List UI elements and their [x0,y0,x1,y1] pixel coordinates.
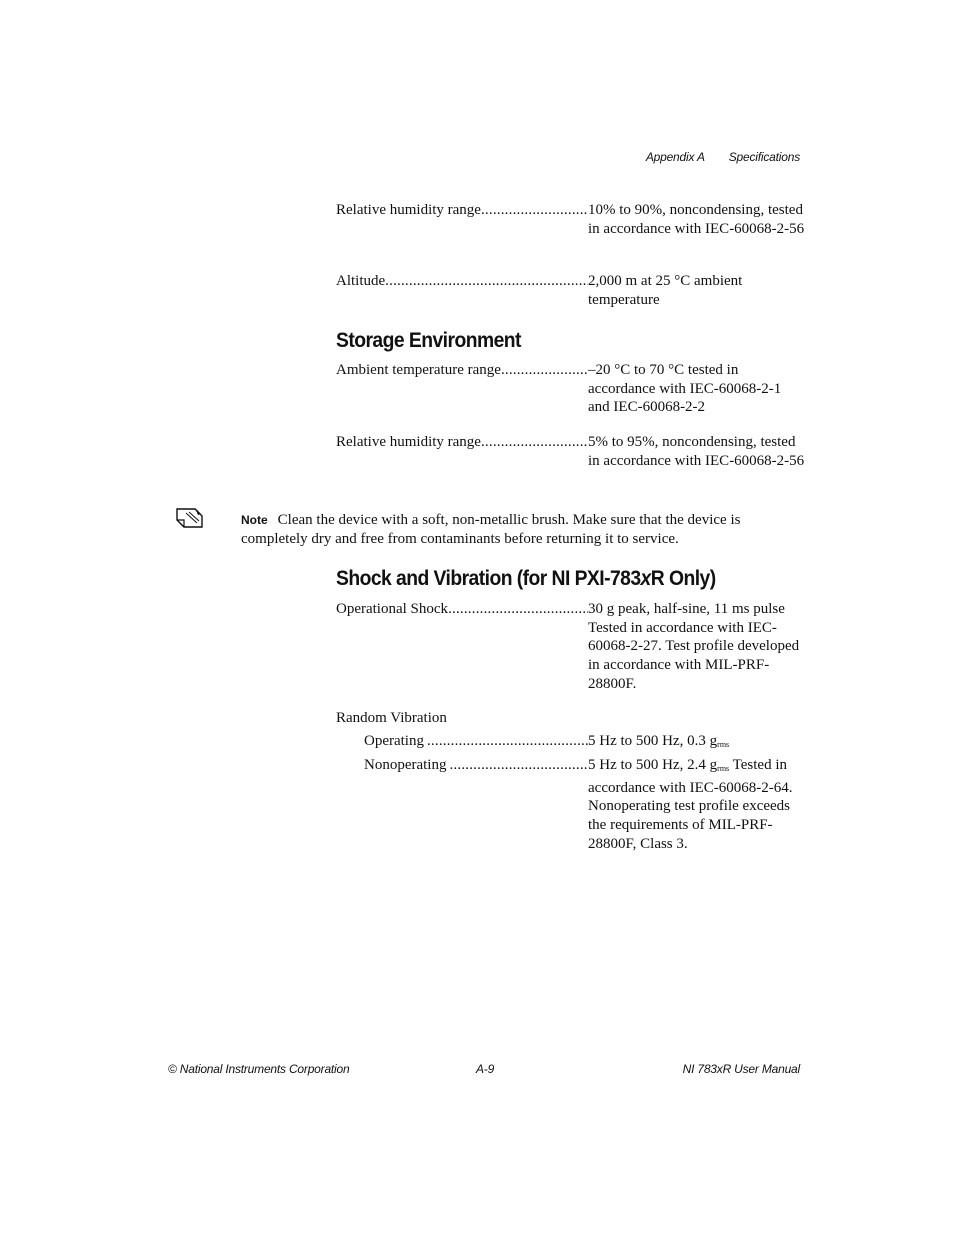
spec-row-storage-humidity [336,433,806,470]
spec-label: Operational Shock [336,601,449,617]
running-header [646,150,800,164]
footer-page-number: A-9 [476,1062,495,1076]
leader-dots [427,732,588,755]
leader-dots [481,433,588,470]
note-text: Clean the device with a soft, non-metallic brush. Make sure that the device is completely dry and free from contaminants before returning it to service. [241,512,741,547]
random-vibration-label: Random Vibration [336,710,447,726]
footer-copyright: © National Instruments Corporation [168,1062,350,1076]
leader-dots [481,201,588,238]
leader-dots [449,756,588,854]
leader-dots [385,272,588,309]
note-paragraph [241,511,801,549]
header-title: Specifications [728,150,800,164]
header-section: Appendix A [645,150,705,164]
spec-label: Relative humidity range [336,434,481,450]
spec-value: 10% to 90%, noncondensing, tested in accordance with IEC-60068-2-56 [588,202,805,237]
leader-dots [501,361,588,417]
shock-vibration-heading: Shock and Vibration (for NI PXI-783xR Only) [336,567,716,590]
spec-row-nonoperating-vibration [364,756,806,854]
spec-label: Nonoperating [364,757,447,773]
spec-value: –20 °C to 70 °C tested in accordance with IEC-60068-2-1 and IEC-60068-2-2 [588,362,782,416]
spec-row-relative-humidity [336,201,806,238]
spec-row-altitude [336,272,806,309]
leader-dots [448,600,588,694]
note-icon [175,505,205,531]
spec-row-ambient-temperature [336,361,806,417]
spec-row-operating-vibration [364,732,806,755]
storage-environment-heading: Storage Environment [336,329,521,352]
spec-label: Operating [364,733,424,749]
footer-manual-title: NI 783xR User Manual [682,1062,800,1076]
spec-label: Altitude [336,273,386,289]
spec-value: 2,000 m at 25 °C ambient temperature [588,273,743,308]
spec-value: 5 Hz to 500 Hz, 0.3 $g_{rms}$ [588,733,730,749]
spec-value: 5% to 95%, noncondensing, tested in accordance with IEC-60068-2-56 [588,434,805,469]
spec-row-operational-shock [336,600,806,694]
spec-label: Relative humidity range [336,202,481,218]
spec-value: 30 g peak, half-sine, 11 ms pulse Tested in accordance with IEC-60068-2-27. Test profile developed in accordance with MIL-PRF-28800F. [588,601,800,692]
spec-value: 5 Hz to 500 Hz, 2.4 $g_{rms}$ Tested in accordance with IEC-60068-2-64. Nonoperating test profile exceeds the requirements of MIL-PRF-28800F, Class 3. [588,757,793,852]
spec-label: Ambient temperature range [336,362,501,378]
note-label: Note [241,513,268,527]
